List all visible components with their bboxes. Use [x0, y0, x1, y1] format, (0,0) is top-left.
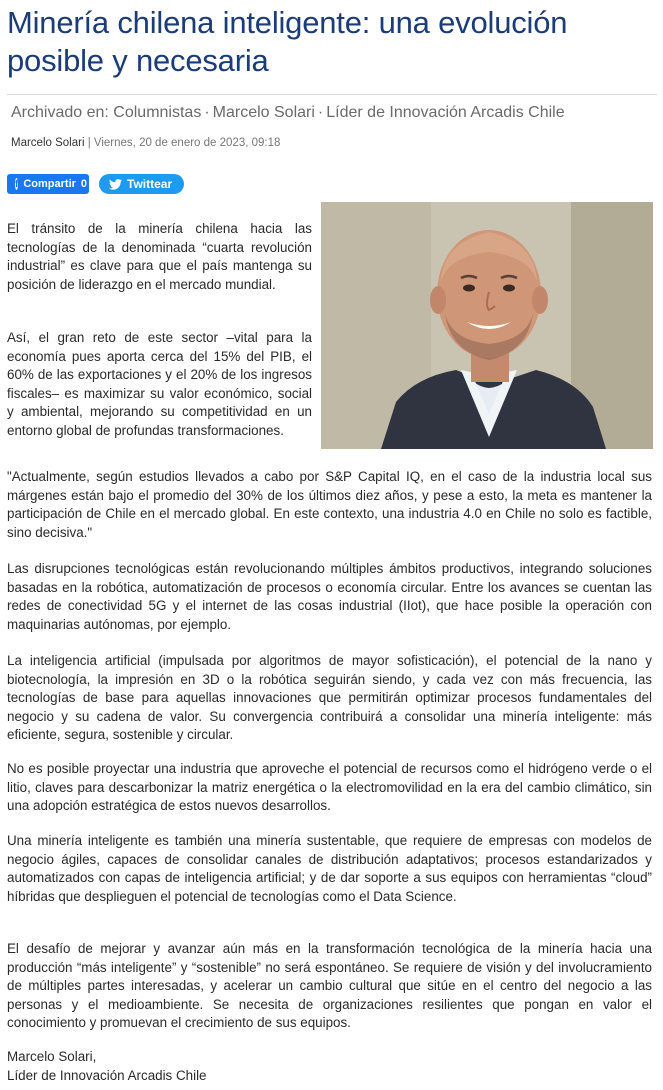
title-divider: [7, 94, 657, 95]
category-link[interactable]: Líder de Innovación Arcadis Chile: [326, 104, 565, 121]
twitter-bird-icon: [109, 179, 122, 190]
article-paragraph: El tránsito de la minería chilena hacia las tecnologías de la denominada “cuarta revolución industrial” es clave para que el país mantenga su posición de liderazgo en el mercado mundial.: [7, 221, 312, 292]
category-link[interactable]: Marcelo Solari: [212, 104, 315, 121]
signature-name: Marcelo Solari,: [7, 1049, 97, 1064]
article-paragraph: "Actualmente, según estudios llevados a cabo por S&P Capital IQ, en el caso de la industria local sus márgenes están bajo el promedio del 30% de los últimos diez años, y pese a esto, la meta es mantener la participación de Chile en el mercado global. En este contexto, una industria 4.0 en Chile no solo es factible, sino decisiva.": [7, 469, 652, 540]
byline-date: Viernes, 20 de enero de 2023, 09:18: [93, 137, 281, 149]
facebook-share-count: 0: [80, 178, 88, 190]
article-paragraph: Así, el gran reto de este sector –vital para la economía pues aporta cerca del 15% del PIB, el 60% de las exportaciones y el 20% de los ingresos fiscales– es maximizar su valor económico, social y ambiental, mejorando su competitividad en un entorno global de profundas transformaciones.: [7, 330, 312, 438]
archived-prefix: Archivado en:: [11, 104, 109, 121]
facebook-icon: f: [15, 179, 19, 190]
category-link[interactable]: Columnistas: [113, 104, 202, 121]
byline: Marcelo Solari | Viernes, 20 de enero de 2023, 09:18: [11, 137, 281, 149]
twitter-share-button[interactable]: [99, 174, 184, 194]
article-title: Minería chilena inteligente: una evolución posible y necesaria: [7, 5, 568, 78]
twitter-share-label: Twittear: [127, 177, 173, 191]
author-photo: [321, 202, 653, 449]
article-paragraph: El desafío de mejorar y avanzar aún más en la transformación tecnológica de la minería hacia una producción “más inteligente” y “sostenible” no será espontáneo. Se requiere de visión y del involucramiento de múltiples partes interesadas, y acelerar un cambio cultural que sitúe en el centro del negocio a las personas y el medioambiente. Se necesita de organizaciones resilientes que pongan en valor el conocimiento y promuevan el crecimiento de sus equipos.: [7, 941, 652, 1031]
facebook-share-button[interactable]: [7, 174, 89, 194]
facebook-share-label: Compartir: [23, 178, 76, 190]
article-signature: [7, 1048, 207, 1085]
archived-in: Archivado en: Columnistas · Marcelo Solari · Líder de Innovación Arcadis Chile: [11, 104, 565, 121]
signature-role: Líder de Innovación Arcadis Chile: [7, 1067, 207, 1083]
article-paragraph: La inteligencia artificial (impulsada por algoritmos de mayor sofisticación), el potencial de la nano y biotecnología, la impresión en 3D o la robótica seguirán siendo, y cada vez con más frecuencia, las tecnologías de base para aquellas innovaciones que permitirán optimizar procesos fundamentales del negocio y su cadena de valor. Su convergencia contribuirá a consolidar una minería inteligente: más eficiente, segura, sostenible y circular.: [7, 653, 652, 743]
share-bar: [7, 174, 184, 194]
article-paragraph: No es posible proyectar una industria que aproveche el potencial de recursos como el hidrógeno verde o el litio, claves para descarbonizar la matriz energética o la electromovilidad en la era del cambio climático, sin una adopción estratégica de estos nuevos desarrollos.: [7, 761, 652, 814]
article-paragraph: Una minería inteligente es también una minería sustentable, que requiere de empresas con modelos de negocio ágiles, capaces de consolidar canales de distribución adaptativos; procesos estandarizados y automatizados con capas de inteligencia artificial; y de dar soporte a sus equipos con herramientas “cloud” híbridas que desplieguen el potencial de tecnologías como el Data Science.: [7, 833, 652, 904]
author-portrait-illustration: [321, 202, 653, 449]
byline-author[interactable]: Marcelo Solari: [11, 137, 85, 149]
article-paragraph: Las disrupciones tecnológicas están revolucionando múltiples ámbitos productivos, integrando soluciones basadas en la robótica, automatización de procesos o economía circular. Entre los avances se cuentan las redes de conectividad 5G y el internet de las cosas industrial (IIot), que hace posible la operación con maquinarias autónomas, por ejemplo.: [7, 561, 652, 632]
